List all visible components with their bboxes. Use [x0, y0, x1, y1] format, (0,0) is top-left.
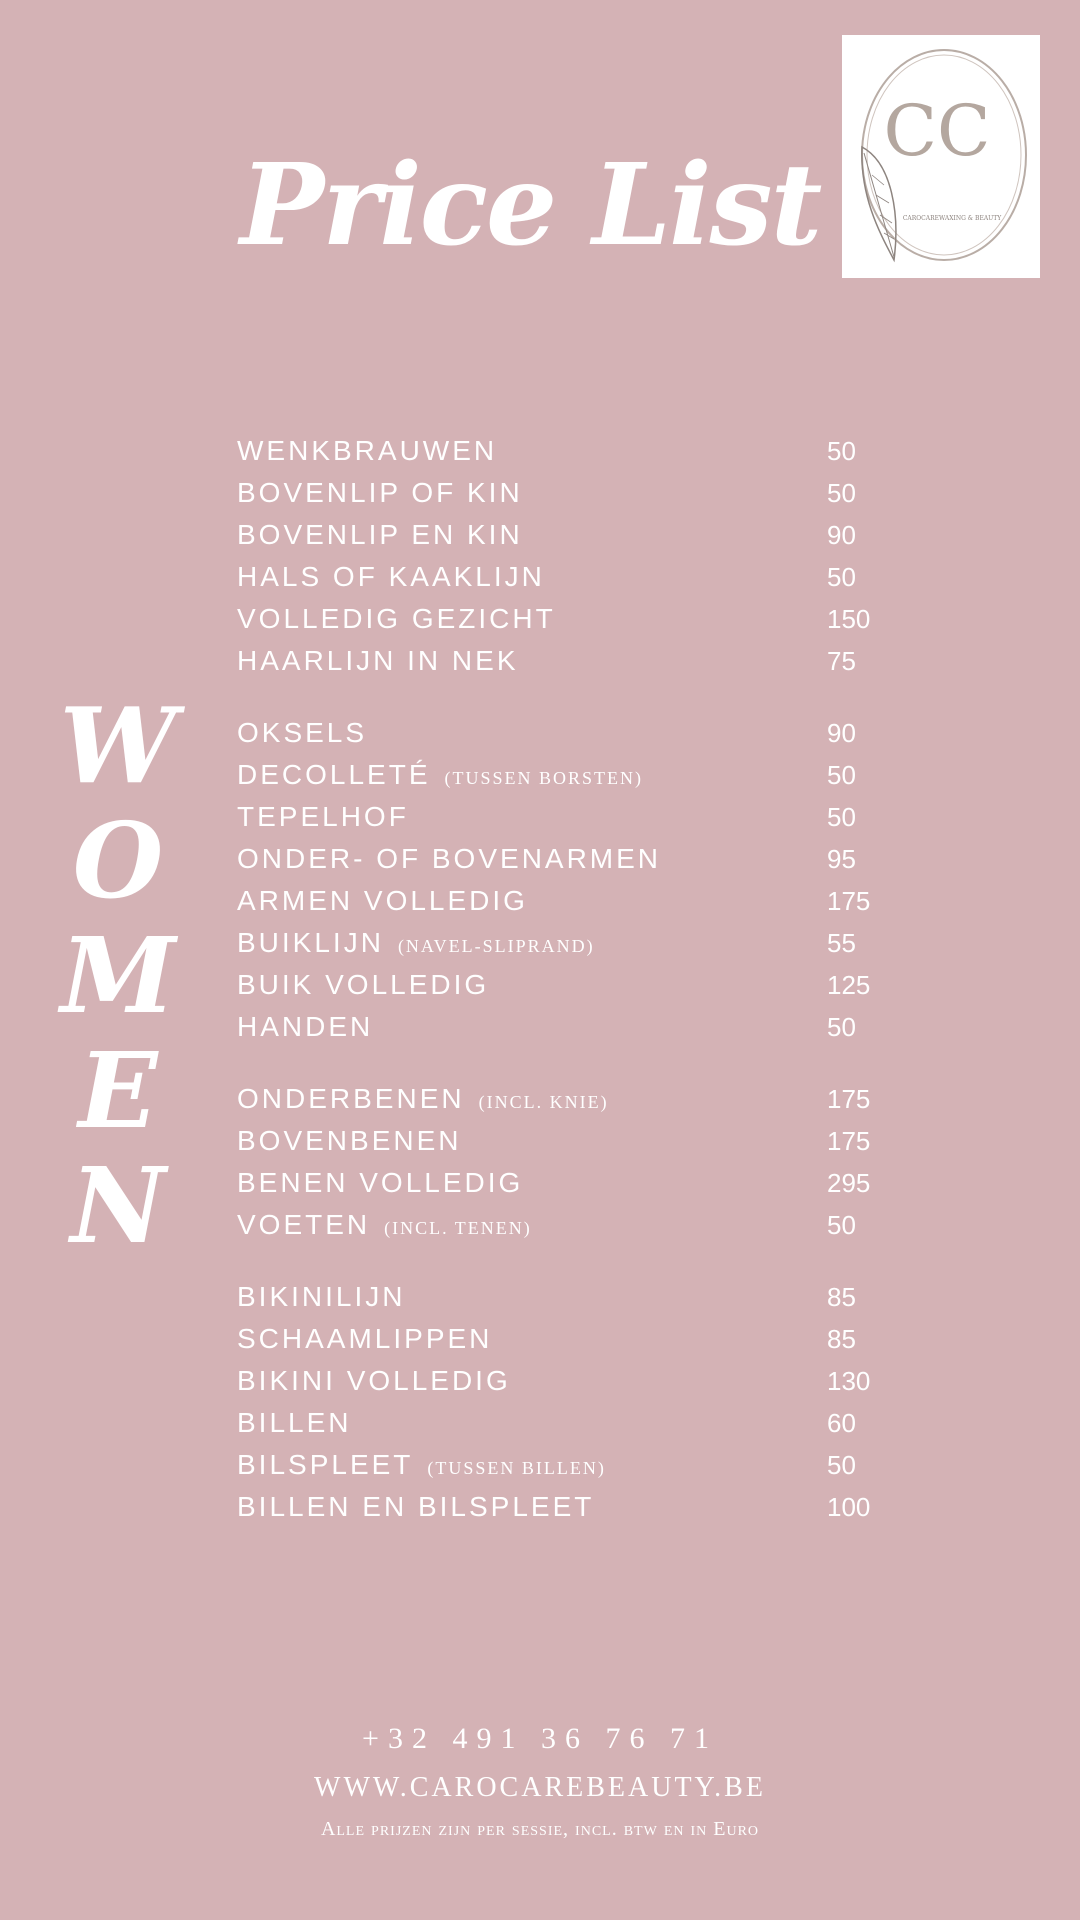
treatment-price: 50: [827, 760, 856, 790]
treatment-name: BIKINILIJN: [237, 1281, 406, 1312]
treatment-price: 175: [827, 886, 871, 916]
treatment-note: (INCL. KNIE): [478, 1092, 609, 1112]
treatment-name: DECOLLETÉ: [237, 759, 431, 790]
price-row: [237, 1120, 897, 1162]
treatment-name: ONDER- OF BOVENARMEN: [237, 843, 662, 874]
price-row: [237, 796, 897, 838]
website-link[interactable]: WWW.CAROCAREBEAUTY.BE: [314, 1772, 766, 1803]
price-group: [237, 430, 897, 682]
treatment-name: HANDEN: [237, 1011, 374, 1042]
price-row: [237, 598, 897, 640]
logo-graphic: [842, 35, 1040, 278]
price-row: [237, 1318, 897, 1360]
price-row: [237, 430, 897, 472]
treatment-name: ARMEN VOLLEDIG: [237, 885, 528, 916]
price-group: [237, 1276, 897, 1528]
treatment-name: BILLEN EN BILSPLEET: [237, 1491, 595, 1522]
treatment-note: (NAVEL-SLIPRAND): [397, 936, 595, 956]
side-letter: O: [72, 799, 164, 922]
treatment-price: 90: [827, 520, 856, 550]
price-row: [237, 1276, 897, 1318]
price-row: [237, 880, 897, 922]
treatment-price: 90: [827, 718, 856, 748]
treatment-name: BUIKLIJN: [237, 927, 384, 958]
treatment-price: 50: [827, 478, 856, 508]
treatment-name: BENEN VOLLEDIG: [237, 1167, 524, 1198]
treatment-name: BILSPLEET: [237, 1449, 414, 1480]
treatment-price: 100: [827, 1492, 871, 1522]
treatment-name: VOETEN: [237, 1209, 371, 1240]
price-row: [237, 838, 897, 880]
price-row: [237, 1360, 897, 1402]
price-row: [237, 1486, 897, 1528]
logo-monogram: CC: [883, 90, 991, 172]
price-row: [237, 1402, 897, 1444]
treatment-price: 130: [827, 1366, 871, 1396]
treatment-name: BIKINI VOLLEDIG: [237, 1365, 511, 1396]
treatment-name: ONDERBENEN: [237, 1083, 465, 1114]
treatment-price: 125: [827, 970, 871, 1000]
treatment-price: 50: [827, 562, 856, 592]
price-row: [237, 640, 897, 682]
treatment-name: HALS OF KAAKLIJN: [237, 561, 545, 592]
treatment-price: 55: [827, 928, 856, 958]
treatment-name: BOVENLIP OF KIN: [237, 477, 523, 508]
treatment-name: TEPELHOF: [237, 801, 409, 832]
women-vertical-label: [48, 684, 188, 1267]
price-row: [237, 922, 897, 964]
treatment-price: 150: [827, 604, 871, 634]
price-row: [237, 514, 897, 556]
side-letter: E: [78, 1029, 158, 1152]
side-letter: W: [59, 684, 177, 807]
treatment-price: 175: [827, 1084, 871, 1114]
price-row: [237, 1006, 897, 1048]
treatment-price: 75: [827, 646, 856, 676]
treatment-name: WENKBRAUWEN: [237, 435, 498, 466]
treatment-price: 50: [827, 1450, 856, 1480]
treatment-name: BOVENBENEN: [237, 1125, 462, 1156]
treatment-price: 60: [827, 1408, 856, 1438]
price-row: [237, 1444, 897, 1486]
price-row: [237, 754, 897, 796]
treatment-name: HAARLIJN IN NEK: [237, 645, 519, 676]
phone-number[interactable]: +32 491 36 76 71: [362, 1722, 718, 1755]
treatment-price: 85: [827, 1282, 856, 1312]
treatment-price: 85: [827, 1324, 856, 1354]
treatment-price: 175: [827, 1126, 871, 1156]
price-row: [237, 556, 897, 598]
page-title: Price List: [240, 140, 821, 271]
treatment-price: 50: [827, 436, 856, 466]
treatment-note: (INCL. TENEN): [384, 1218, 532, 1238]
treatment-name: BOVENLIP EN KIN: [237, 519, 523, 550]
price-list: [237, 430, 897, 1558]
price-row: [237, 1078, 897, 1120]
brand-logo: [842, 35, 1040, 278]
logo-brand-text: CAROCAREWAXING & BEAUTY: [902, 215, 1002, 222]
treatment-name: SCHAAMLIPPEN: [237, 1323, 493, 1354]
price-row: [237, 712, 897, 754]
side-letter: N: [70, 1144, 166, 1267]
price-row: [237, 1204, 897, 1246]
treatment-price: 295: [827, 1168, 871, 1198]
treatment-price: 50: [827, 802, 856, 832]
side-letter: M: [60, 914, 176, 1037]
treatment-name: BUIK VOLLEDIG: [237, 969, 490, 1000]
treatment-price: 50: [827, 1210, 856, 1240]
price-row: [237, 472, 897, 514]
treatment-note: (TUSSEN BORSTEN): [444, 768, 644, 788]
treatment-price: 50: [827, 1012, 856, 1042]
price-row: [237, 1162, 897, 1204]
treatment-name: BILLEN: [237, 1407, 352, 1438]
price-group: [237, 1078, 897, 1246]
treatment-name: VOLLEDIG GEZICHT: [237, 603, 556, 634]
treatment-price: 95: [827, 844, 856, 874]
treatment-name: OKSELS: [237, 717, 368, 748]
price-disclaimer: Alle prijzen zijn per sessie, incl. btw en in Euro: [320, 1818, 760, 1840]
price-row: [237, 964, 897, 1006]
treatment-note: (TUSSEN BILLEN): [427, 1458, 606, 1478]
price-group: [237, 712, 897, 1048]
